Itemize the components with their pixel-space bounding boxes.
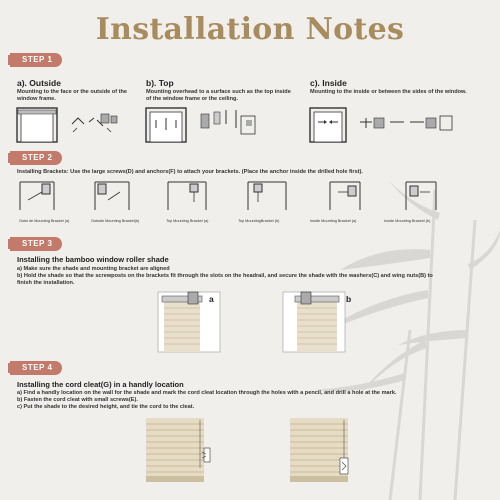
outside-heading: a). Outside	[17, 78, 61, 88]
outside-mount-illustration	[17, 108, 122, 144]
figure-a-label: a	[209, 294, 214, 304]
shade-bracket-figure-b	[283, 292, 345, 352]
step-1-badge: STEP 1	[10, 53, 62, 67]
bracket-illustrations	[18, 180, 488, 214]
outside-desc: Mounting to the face or the outside of the window frame.	[17, 89, 128, 102]
caption-outside-a: Outsi de Mounting Bracket (a)	[19, 219, 70, 223]
inside-desc: Mounting to the inside or between the sides of the window.	[310, 89, 467, 95]
inside-mount-illustration	[310, 108, 460, 144]
caption-inside-b: Inside Mounting Bracket (b)	[384, 219, 431, 223]
step-4-badge: STEP 4	[10, 361, 62, 375]
step-3-heading: Installing the bamboo window roller shade	[17, 255, 169, 264]
cord-cleat-figure-1	[146, 418, 216, 482]
caption-outside-b: Outside Mounting Bracket(b)	[91, 219, 140, 223]
page-title: Installation Notes	[95, 12, 405, 47]
top-heading: b). Top	[146, 78, 174, 88]
step-2-badge: STEP 2	[10, 151, 62, 165]
step-4-line-c: c) Put the shade to the desired height, and tie the cord to the cleat.	[17, 404, 195, 410]
step-3-badge: STEP 3	[10, 237, 62, 251]
step-3-line-b: b) Hold the shade so that the screwposts on the brackets fit through the slots on the headrail, and secure the shade with the washers(C) and wing nuts(B) to finish the installation.	[17, 273, 433, 286]
step-3-line-a: a) Make sure the shade and mounting bracket are aligned	[17, 266, 170, 272]
top-desc: Mounting overhead to a surface such as the top inside of the window frame or the ceiling.	[146, 89, 291, 102]
caption-inside-a: Inside Mounting Bracket (a)	[310, 219, 357, 223]
step-4-line-b: b) Fasten the cord cleat with small screws(E).	[17, 397, 138, 403]
step-4-heading: Installing the cord cleat(G) in a handly location	[17, 380, 184, 389]
caption-top-a: Top Mounting Bracket (a)	[166, 219, 209, 223]
caption-top-b: Top MountingBracket (b)	[238, 219, 280, 223]
step-2-text: Installing Brackets: Use the large screws(D) and anchors(F) to attach your brackets. (Place the anchor inside the drilled hole first).	[17, 169, 363, 175]
figure-b-label: b	[346, 294, 352, 304]
step-4-line-a: a) Find a handly location on the wall for the shade and mark the cord cleat location through the holes with a pencil, and drill a hole at the mark.	[17, 390, 397, 396]
inside-heading: c). Inside	[310, 78, 347, 88]
cord-cleat-figure-2	[290, 418, 360, 482]
top-mount-illustration	[146, 108, 286, 144]
